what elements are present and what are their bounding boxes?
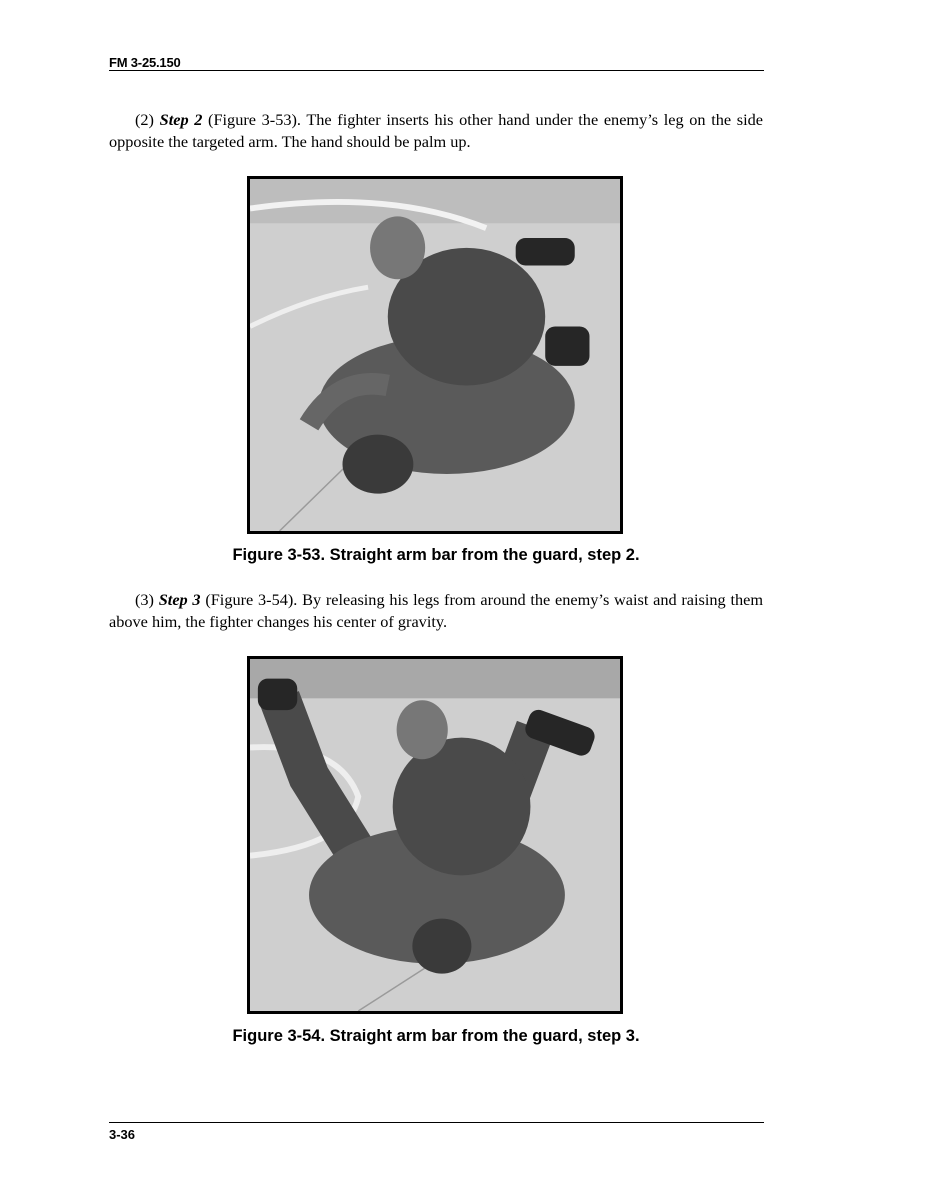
document-id: FM 3-25.150 <box>109 55 181 70</box>
paragraph-number: (3) <box>135 590 154 609</box>
step-label: Step 3 <box>158 590 201 609</box>
paragraph-step-2 <box>109 109 763 153</box>
figure-3-54-photo <box>247 656 623 1014</box>
figure-caption: Figure 3-53. Straight arm bar from the guard, step 2. <box>232 546 640 564</box>
header-rule <box>109 70 764 71</box>
paragraph-step-3 <box>109 589 763 633</box>
figure-3-53-photo <box>247 176 623 534</box>
footer-rule <box>109 1122 764 1123</box>
figure-caption: Figure 3-54. Straight arm bar from the guard, step 3. <box>232 1027 640 1045</box>
paragraph-number: (2) <box>135 110 154 129</box>
paragraph-text: (Figure 3-54). By releasing his legs from around the enemy’s waist and raising them above him, the fighter changes his center of gravity. <box>109 590 763 631</box>
paragraph-text: (Figure 3-53). The fighter inserts his other hand under the enemy’s leg on the side opposite the targeted arm. The hand should be palm up. <box>109 110 763 151</box>
step-label: Step 2 <box>159 110 203 129</box>
page-number: 3-36 <box>109 1127 136 1142</box>
